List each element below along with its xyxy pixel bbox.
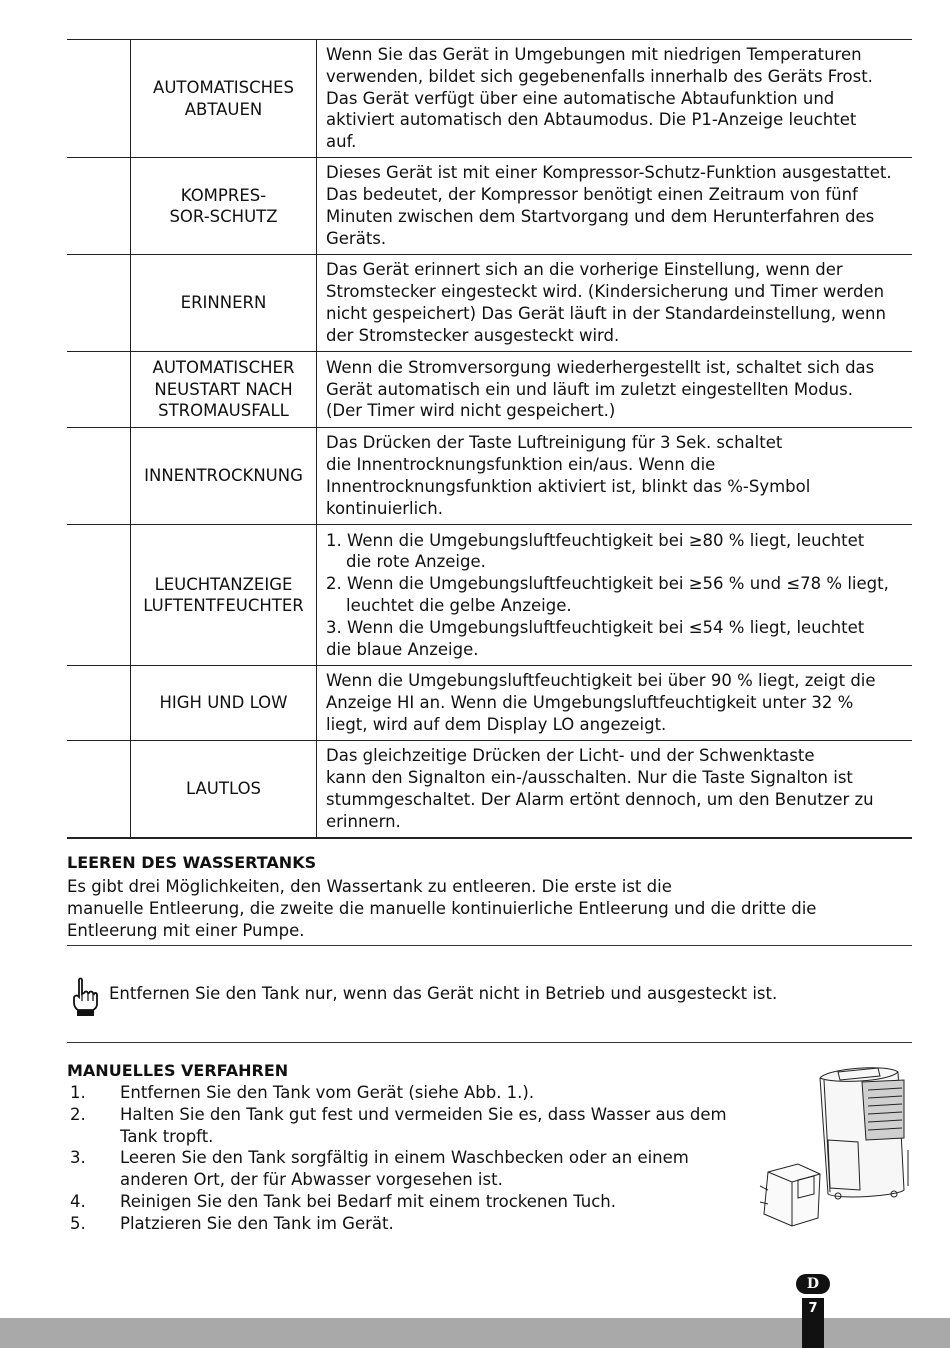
list-item [67, 1213, 747, 1235]
feature-description-line: Wenn Sie das Gerät in Umgebungen mit niedrigen Temperaturen [326, 45, 862, 64]
feature-description-line: Wenn die Stromversorgung wiederhergestellt ist, schaltet sich das [326, 357, 875, 377]
empty-cell [67, 255, 131, 352]
feature-label-cell [131, 666, 317, 741]
feature-description-cell [317, 158, 913, 255]
feature-description-line: Wenn die Umgebungsluftfeuchtigkeit bei über 90 % liegt, zeigt die [326, 671, 876, 691]
feature-description-line: Geräts. [326, 228, 387, 248]
step-text: Reinigen Sie den Tank bei Bedarf mit einem trockenen Tuch. [120, 1191, 616, 1211]
feature-label: LEUCHTANZEIGE [154, 574, 293, 594]
feature-label: AUTOMATISCHER [152, 358, 295, 378]
paragraph-line: Es gibt drei Möglichkeiten, den Wassertank zu entleeren. Die erste ist die [67, 877, 672, 896]
feature-description-cell [317, 352, 913, 428]
feature-description-line: kontinuierlich. [326, 498, 443, 518]
empty-cell [67, 158, 131, 255]
feature-description-cell [317, 255, 913, 352]
table-row [67, 741, 912, 838]
step-number: 3. [70, 1148, 86, 1168]
step-number: 1. [70, 1083, 86, 1102]
feature-description-line: Das Drücken der Taste Luftreinigung für 3 Sek. schaltet [326, 433, 783, 453]
feature-description-line: Dieses Gerät ist mit einer Kompressor-Schutz-Funktion ausgestattet. [326, 163, 892, 183]
feature-description-cell [317, 741, 913, 838]
feature-description-cell [317, 40, 913, 158]
step-text: Leeren Sie den Tank sorgfältig in einem Waschbecken oder an einem [120, 1148, 689, 1168]
feature-table [67, 39, 912, 839]
section-title-manual: MANUELLES VERFAHREN [67, 1061, 289, 1080]
list-item [67, 1147, 747, 1191]
steps-list [67, 1082, 747, 1235]
list-item [67, 1104, 747, 1148]
list-item [67, 1082, 747, 1104]
step-text: Platzieren Sie den Tank im Gerät. [120, 1213, 394, 1233]
note-text: Entfernen Sie den Tank nur, wenn das Gerät nicht in Betrieb und ausgesteckt ist. [109, 984, 778, 1003]
empty-cell [67, 666, 131, 741]
language-badge: D [796, 1274, 830, 1294]
feature-label: ABTAUEN [184, 99, 263, 119]
table-row [67, 40, 912, 158]
feature-description-line: Das Gerät erinnert sich an die vorherige Einstellung, wenn der [326, 260, 843, 280]
pointing-hand-icon [70, 976, 98, 1018]
feature-label: INNENTROCKNUNG [144, 466, 303, 486]
feature-description-line: 1. Wenn die Umgebungsluftfeuchtigkeit bei ≥80 % liegt, leuchtet [326, 530, 865, 550]
feature-description-line: Minuten zwischen dem Startvorgang und dem Herunterfahren des [326, 207, 875, 226]
table-row [67, 666, 912, 741]
table-row [67, 255, 912, 352]
feature-description-line: Gerät automatisch ein und läuft im zuletzt eingestellten Modus. [326, 379, 853, 399]
feature-description-cell [317, 666, 913, 741]
step-text: anderen Ort, der für Abwasser vorgesehen ist. [120, 1170, 503, 1190]
feature-description-line: Innentrocknungsfunktion aktiviert ist, blinkt das %-Symbol [326, 477, 811, 496]
step-text: Halten Sie den Tank gut fest und vermeiden Sie es, dass Wasser aus dem [120, 1104, 727, 1124]
step-text: Tank tropft. [120, 1126, 214, 1146]
feature-description-line: Das Gerät verfügt über eine automatische Abtaufunktion und [326, 88, 835, 108]
feature-description-line: 3. Wenn die Umgebungsluftfeuchtigkeit bei ≤54 % liegt, leuchtet [326, 617, 865, 637]
table-row [67, 158, 912, 255]
feature-label: HIGH UND LOW [159, 693, 288, 713]
page-number: 7 [802, 1298, 824, 1348]
dehumidifier-tank-illustration [758, 1060, 914, 1228]
feature-label: KOMPRES- [180, 185, 267, 205]
empty-cell [67, 741, 131, 838]
list-item [67, 1191, 747, 1213]
feature-description-line: (Der Timer wird nicht gespeichert.) [326, 401, 616, 421]
feature-label-cell [131, 255, 317, 352]
empty-cell [67, 428, 131, 525]
feature-description-line: die rote Anzeige. [346, 552, 486, 572]
step-number: 4. [70, 1191, 86, 1211]
feature-label-cell [131, 158, 317, 255]
table-row [67, 428, 912, 525]
step-number: 2. [70, 1104, 86, 1124]
feature-description-line: Stromstecker eingesteckt wird. (Kindersicherung und Timer werden [326, 282, 885, 302]
feature-label: SOR-SCHUTZ [169, 207, 278, 226]
feature-label-cell [131, 40, 317, 158]
feature-description-line: die blaue Anzeige. [326, 639, 479, 659]
feature-description-line: 2. Wenn die Umgebungsluftfeuchtigkeit bei ≥56 % und ≤78 % liegt, [326, 574, 889, 594]
feature-description-line: aktiviert automatisch den Abtaumodus. Die P1-Anzeige leuchtet [326, 110, 857, 130]
feature-description-line: Das bedeutet, der Kompressor benötigt einen Zeitraum von fünf [326, 185, 858, 205]
feature-label: LUFTENTFEUCHTER [143, 596, 304, 615]
feature-description-line: verwenden, bildet sich gegebenenfalls innerhalb des Geräts Frost. [326, 66, 873, 86]
feature-label: NEUSTART NACH [154, 379, 293, 399]
feature-label-cell [131, 428, 317, 525]
feature-label: LAUTLOS [185, 779, 262, 798]
empty-tank-paragraph [67, 876, 816, 941]
feature-description-line: Das gleichzeitige Drücken der Licht- und der Schwenktaste [326, 746, 815, 766]
feature-description-line: leuchtet die gelbe Anzeige. [346, 596, 572, 615]
feature-description-line: nicht gespeichert) Das Gerät läuft in der Standardeinstellung, wenn [326, 304, 886, 323]
feature-label-cell [131, 352, 317, 428]
step-text: Entfernen Sie den Tank vom Gerät (siehe Abb. 1.). [120, 1083, 535, 1102]
feature-description-line: erinnern. [326, 811, 401, 831]
divider [67, 945, 912, 946]
step-number: 5. [70, 1213, 86, 1233]
feature-description-line: die Innentrocknungsfunktion ein/aus. Wenn die [326, 455, 716, 475]
section-title-empty-tank: LEEREN DES WASSERTANKS [67, 853, 317, 872]
feature-label: STROMAUSFALL [158, 401, 289, 421]
feature-description-cell [317, 525, 913, 666]
feature-label: ERINNERN [180, 293, 267, 313]
feature-description-line: kann den Signalton ein-/ausschalten. Nur die Taste Signalton ist [326, 767, 853, 787]
divider [67, 1042, 912, 1043]
paragraph-line: Entleerung mit einer Pumpe. [67, 920, 305, 940]
feature-label-cell [131, 525, 317, 666]
paragraph-line: manuelle Entleerung, die zweite die manuelle kontinuierliche Entleerung und die dritte die [67, 898, 817, 918]
empty-cell [67, 525, 131, 666]
feature-description-line: der Stromstecker ausgesteckt wird. [326, 325, 620, 345]
table-row [67, 352, 912, 428]
table-row [67, 525, 912, 666]
feature-label-cell [131, 741, 317, 838]
feature-description-cell [317, 428, 913, 525]
feature-description-line: auf. [326, 132, 357, 152]
feature-label: AUTOMATISCHES [153, 78, 294, 97]
feature-description-line: Anzeige HI an. Wenn die Umgebungsluftfeuchtigkeit unter 32 % [326, 693, 854, 713]
empty-cell [67, 40, 131, 158]
feature-description-line: liegt, wird auf dem Display LO angezeigt. [326, 714, 667, 734]
feature-description-line: stummgeschaltet. Der Alarm ertönt dennoch, um den Benutzer zu [326, 789, 874, 809]
empty-cell [67, 352, 131, 428]
